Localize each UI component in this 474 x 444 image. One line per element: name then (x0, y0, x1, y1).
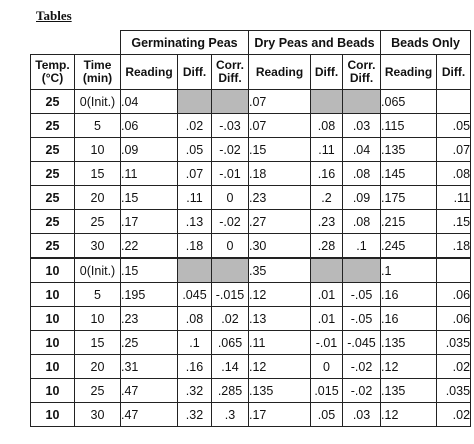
group-dry-peas-beads: Dry Peas and Beads (249, 31, 381, 55)
cell-g-corr (212, 90, 249, 114)
cell-d-corr: -.02 (343, 379, 381, 403)
cell-g-diff: .08 (178, 307, 212, 331)
cell-d-reading: .11 (249, 331, 311, 355)
table-body (31, 90, 471, 427)
cell-time: 0(Init.) (75, 90, 121, 114)
cell-g-reading: .11 (121, 162, 178, 186)
col-time: Time (min) (75, 55, 121, 90)
cell-time: 5 (75, 283, 121, 307)
cell-time: 25 (75, 210, 121, 234)
table-row (31, 331, 471, 355)
cell-g-reading: .06 (121, 114, 178, 138)
col-g-diff: Diff. (178, 55, 212, 90)
cell-temp: 25 (31, 162, 75, 186)
cell-g-reading: .15 (121, 186, 178, 210)
cell-g-reading: .31 (121, 355, 178, 379)
cell-g-corr: 0 (212, 234, 249, 259)
cell-time: 30 (75, 403, 121, 427)
cell-b-diff: .06 (437, 283, 471, 307)
table-row (31, 186, 471, 210)
cell-d-corr: .09 (343, 186, 381, 210)
cell-d-corr: .08 (343, 210, 381, 234)
col-d-diff: Diff. (311, 55, 343, 90)
cell-d-diff: .16 (311, 162, 343, 186)
cell-g-diff: .18 (178, 234, 212, 259)
cell-b-reading: .175 (381, 186, 437, 210)
cell-b-diff: .02 (437, 403, 471, 427)
cell-g-corr: -.03 (212, 114, 249, 138)
cell-d-corr: .08 (343, 162, 381, 186)
cell-temp: 25 (31, 90, 75, 114)
col-temp: Temp. (°C) (31, 55, 75, 90)
cell-g-reading: .195 (121, 283, 178, 307)
col-d-reading: Reading (249, 55, 311, 90)
cell-d-diff: -.01 (311, 331, 343, 355)
cell-d-reading: .135 (249, 379, 311, 403)
cell-time: 15 (75, 331, 121, 355)
cell-temp: 10 (31, 403, 75, 427)
cell-g-reading: .47 (121, 379, 178, 403)
cell-b-reading: .145 (381, 162, 437, 186)
cell-d-corr: .1 (343, 234, 381, 259)
cell-g-corr: .285 (212, 379, 249, 403)
cell-d-reading: .23 (249, 186, 311, 210)
cell-g-corr: .02 (212, 307, 249, 331)
cell-d-reading: .12 (249, 283, 311, 307)
cell-temp: 25 (31, 234, 75, 259)
cell-b-diff: .18 (437, 234, 471, 259)
cell-b-diff: .035 (437, 379, 471, 403)
cell-d-reading: .07 (249, 114, 311, 138)
cell-temp: 10 (31, 283, 75, 307)
cell-b-reading: .245 (381, 234, 437, 259)
table-row (31, 210, 471, 234)
cell-d-corr: -.045 (343, 331, 381, 355)
table-row (31, 162, 471, 186)
cell-d-diff: .015 (311, 379, 343, 403)
cell-b-diff: .035 (437, 331, 471, 355)
cell-time: 10 (75, 307, 121, 331)
group-germinating-peas: Germinating Peas (121, 31, 249, 55)
cell-b-reading: .16 (381, 283, 437, 307)
table-row (31, 379, 471, 403)
cell-d-diff: .08 (311, 114, 343, 138)
cell-b-reading: .135 (381, 379, 437, 403)
cell-time: 30 (75, 234, 121, 259)
column-header-row (31, 55, 471, 90)
cell-d-diff: .23 (311, 210, 343, 234)
cell-time: 20 (75, 355, 121, 379)
col-b-reading: Reading (381, 55, 437, 90)
cell-d-diff: .05 (311, 403, 343, 427)
table-row (31, 283, 471, 307)
group-header-row (31, 31, 471, 55)
cell-g-reading: .22 (121, 234, 178, 259)
cell-g-diff: .045 (178, 283, 212, 307)
cell-temp: 10 (31, 258, 75, 283)
cell-d-corr: -.05 (343, 307, 381, 331)
cell-g-corr: -.01 (212, 162, 249, 186)
header-blank (31, 31, 121, 55)
cell-time: 20 (75, 186, 121, 210)
respiration-data-table (30, 30, 471, 427)
cell-b-diff (437, 90, 471, 114)
cell-b-reading: .215 (381, 210, 437, 234)
cell-g-diff: .11 (178, 186, 212, 210)
cell-g-diff: .32 (178, 379, 212, 403)
table-row (31, 258, 471, 283)
cell-b-reading: .12 (381, 355, 437, 379)
cell-g-diff (178, 90, 212, 114)
cell-time: 5 (75, 114, 121, 138)
cell-time: 15 (75, 162, 121, 186)
cell-g-reading: .25 (121, 331, 178, 355)
cell-d-corr: .04 (343, 138, 381, 162)
cell-b-reading: .16 (381, 307, 437, 331)
cell-g-reading: .47 (121, 403, 178, 427)
cell-d-diff: .28 (311, 234, 343, 259)
cell-d-reading: .35 (249, 258, 311, 283)
cell-temp: 10 (31, 307, 75, 331)
cell-d-reading: .18 (249, 162, 311, 186)
group-beads-only: Beads Only (381, 31, 471, 55)
cell-b-reading: .135 (381, 331, 437, 355)
cell-d-reading: .17 (249, 403, 311, 427)
cell-d-corr: -.02 (343, 355, 381, 379)
cell-time: 0(Init.) (75, 258, 121, 283)
cell-d-corr (343, 90, 381, 114)
cell-d-diff: .01 (311, 283, 343, 307)
cell-g-corr: -.02 (212, 138, 249, 162)
cell-d-diff: .01 (311, 307, 343, 331)
cell-b-reading: .12 (381, 403, 437, 427)
cell-d-reading: .15 (249, 138, 311, 162)
table-row (31, 114, 471, 138)
cell-temp: 25 (31, 138, 75, 162)
col-g-corr: Corr. Diff. (212, 55, 249, 90)
cell-g-reading: .15 (121, 258, 178, 283)
tables-heading: Tables (36, 8, 72, 23)
cell-g-diff: .32 (178, 403, 212, 427)
cell-temp: 25 (31, 114, 75, 138)
cell-d-reading: .30 (249, 234, 311, 259)
cell-g-diff: .16 (178, 355, 212, 379)
cell-g-reading: .17 (121, 210, 178, 234)
cell-b-reading: .1 (381, 258, 437, 283)
cell-g-reading: .09 (121, 138, 178, 162)
cell-d-corr: -.05 (343, 283, 381, 307)
cell-g-corr: -.02 (212, 210, 249, 234)
cell-temp: 25 (31, 210, 75, 234)
cell-g-diff: .07 (178, 162, 212, 186)
cell-d-diff (311, 90, 343, 114)
cell-d-reading: .13 (249, 307, 311, 331)
table-row (31, 355, 471, 379)
cell-d-corr (343, 258, 381, 283)
cell-g-diff: .02 (178, 114, 212, 138)
cell-b-diff: .02 (437, 355, 471, 379)
cell-b-reading: .135 (381, 138, 437, 162)
cell-time: 10 (75, 138, 121, 162)
cell-b-diff (437, 258, 471, 283)
cell-g-diff: .13 (178, 210, 212, 234)
cell-d-diff: .2 (311, 186, 343, 210)
cell-d-diff (311, 258, 343, 283)
cell-b-reading: .065 (381, 90, 437, 114)
cell-g-corr: .14 (212, 355, 249, 379)
cell-b-diff: .08 (437, 162, 471, 186)
cell-g-diff: .1 (178, 331, 212, 355)
table-row (31, 138, 471, 162)
cell-b-diff: .06 (437, 307, 471, 331)
cell-g-corr: -.015 (212, 283, 249, 307)
cell-g-reading: .23 (121, 307, 178, 331)
cell-b-diff: .15 (437, 210, 471, 234)
col-d-corr: Corr. Diff. (343, 55, 381, 90)
cell-g-corr: .3 (212, 403, 249, 427)
cell-b-reading: .115 (381, 114, 437, 138)
cell-d-reading: .12 (249, 355, 311, 379)
cell-temp: 25 (31, 186, 75, 210)
cell-d-reading: .07 (249, 90, 311, 114)
col-g-reading: Reading (121, 55, 178, 90)
cell-time: 25 (75, 379, 121, 403)
cell-g-reading: .04 (121, 90, 178, 114)
cell-d-diff: 0 (311, 355, 343, 379)
cell-b-diff: .07 (437, 138, 471, 162)
col-b-diff: Diff. (437, 55, 471, 90)
cell-b-diff: .11 (437, 186, 471, 210)
cell-d-reading: .27 (249, 210, 311, 234)
cell-d-corr: .03 (343, 114, 381, 138)
table-row (31, 90, 471, 114)
cell-temp: 10 (31, 355, 75, 379)
table-row (31, 234, 471, 259)
cell-d-diff: .11 (311, 138, 343, 162)
table-row (31, 403, 471, 427)
cell-g-diff: .05 (178, 138, 212, 162)
table-row (31, 307, 471, 331)
cell-temp: 10 (31, 331, 75, 355)
cell-g-corr: 0 (212, 186, 249, 210)
cell-b-diff: .05 (437, 114, 471, 138)
cell-g-corr (212, 258, 249, 283)
cell-g-corr: .065 (212, 331, 249, 355)
cell-g-diff (178, 258, 212, 283)
cell-temp: 10 (31, 379, 75, 403)
cell-d-corr: .03 (343, 403, 381, 427)
